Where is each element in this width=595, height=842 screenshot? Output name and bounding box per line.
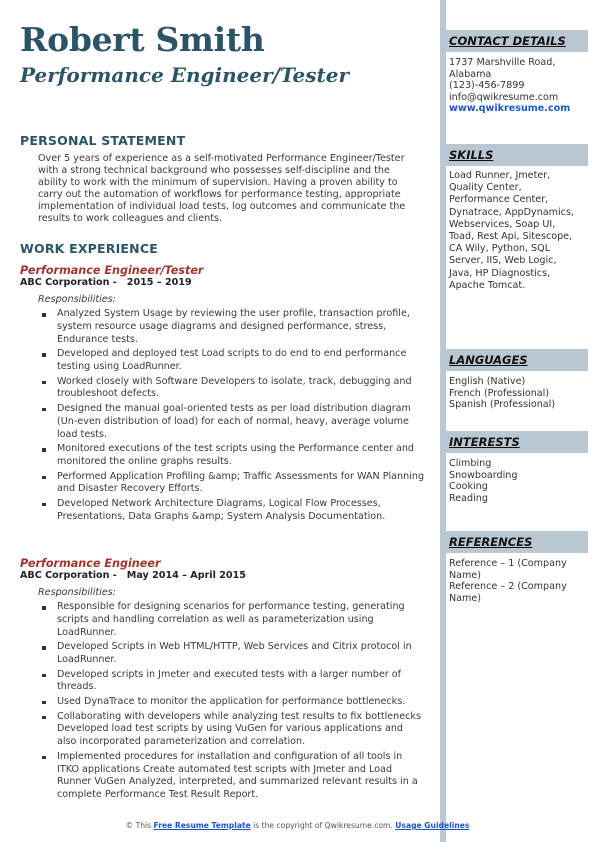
interests-heading: INTERESTS [446,431,588,453]
list-item: Analyzed System Usage by reviewing the user profile, transaction profile, system resource usage diagrams and designed performance, stress, Endurance tests. [38,308,425,346]
list-item: Performed Application Profiling &amp; Traffic Assessments for WAN Planning and Disaster Recovery Efforts. [38,471,425,497]
list-item: Developed Scripts in Web HTML/HTTP, Web Services and Citrix protocol in LoadRunner. [38,641,425,667]
list-item: English (Native) [449,376,526,387]
contact-heading: CONTACT DETAILS [446,30,588,52]
free-resume-template-link[interactable]: Free Resume Template [153,821,251,830]
list-item: Reference – 2 (Company Name) [449,581,567,604]
job-title: Performance Engineer/Tester [20,264,204,277]
list-item: Reading [449,492,488,504]
personal-statement-text: Over 5 years of experience as a self-motivated Performance Engineer/Tester with a strong technical background who possesses self-discipline and the ability to work with the minimum of supervision. Having a proven ability to carry out the automation of workflows for performance testing, appropriate implementation of individual load tests, log outcomes and communicate the results to work colleagues and clients. [38,153,406,224]
resume-main [20,20,428,88]
interests-section [446,431,588,504]
references-section [446,531,588,604]
list-item: Collaborating with developers while analyzing test results to fix bottlenecks Developed load test scripts by using VuGen for various applications and also incorporated parameterization and correlation. [38,711,425,749]
list-item: Used DynaTrace to monitor the application for performance bottlenecks. [38,696,425,709]
list-item: French (Professional) [449,387,550,399]
job-company-dates: ABC Corporation - 2015 – 2019 [20,277,192,288]
website-link[interactable]: www.qwikresume.com [449,103,571,115]
contact-address-line-2: Alabama [449,68,492,80]
footer-prefix: © This [125,821,152,830]
references-heading: REFERENCES [446,531,588,553]
list-item: Worked closely with Software Developers to isolate, track, debugging and troubleshoot defects. [38,376,425,402]
list-item: Developed Network Architecture Diagrams, Logical Flow Processes, Presentations, Data Graphs &amp; System Analysis Documentation. [38,498,425,524]
work-experience-heading: WORK EXPERIENCE [20,241,158,256]
candidate-title: Performance Engineer/Tester [20,63,350,87]
list-item: Designed the manual goal-oriented tests as per load distribution diagram (Un-even distribution of load) for each of normal, heavy, average volume load tests. [38,403,425,441]
languages-heading: LANGUAGES [446,349,588,371]
footer [0,821,595,830]
responsibilities-label: Responsibilities: [38,587,116,598]
skills-heading: SKILLS [446,144,588,166]
list-item: Responsible for designing scenarios for performance testing, generating scripts and handling correlation as well as parameterization using LoadRunner. [38,601,425,639]
list-item: Implemented procedures for installation and configuration of all tools in ITKO applications Create automated test scripts with Jmeter and Load Runner VuGen Analyzed, interpreted, and summarized relevant results in a complete Performance Test Result Report. [38,751,425,802]
job-entry [20,264,425,525]
contact-address-line-1: 1737 Marshville Road, [449,57,556,68]
list-item: Cooking [449,481,488,493]
responsibilities-list [38,601,425,802]
footer-copyright-text: is the copyright of Qwikresume.com. [253,821,393,830]
job-company-dates: ABC Corporation - May 2014 – April 2015 [20,570,246,581]
responsibilities-list [38,308,425,524]
contact-phone: (123)-456-7899 [449,80,525,92]
skills-text: Load Runner, Jmeter, Quality Center, Performance Center, Dynatrace, AppDynamics, Webservices, Soap UI, Toad, Rest Api, Sitescope, CA Wily, Python, SQL Server, IIS, Web Logic, Java, HP Diagnostics, Apache Tomcat. [449,170,574,291]
list-item: Climbing [449,458,492,469]
list-item: Reference – 1 (Company Name) [449,558,567,581]
personal-statement-heading: PERSONAL STATEMENT [20,133,186,148]
responsibilities-label: Responsibilities: [38,294,116,305]
list-item: Spanish (Professional) [449,399,556,411]
candidate-name: Robert Smith [20,20,265,59]
list-item: Monitored executions of the test scripts using the Performance center and monitored the online graphs results. [38,443,425,469]
job-entry [20,557,425,804]
sidebar [446,0,588,842]
list-item: Snowboarding [449,469,518,481]
skills-section [446,144,588,292]
contact-email: info@qwikresume.com [449,91,559,103]
languages-section [446,349,588,411]
usage-guidelines-link[interactable]: Usage Guidelines [395,821,470,830]
job-title: Performance Engineer [20,557,161,570]
contact-section [446,30,588,115]
list-item: Developed and deployed test Load scripts to do end to end performance testing using LoadRunner. [38,348,425,374]
list-item: Developed scripts in Jmeter and executed tests with a larger number of threads. [38,669,425,695]
